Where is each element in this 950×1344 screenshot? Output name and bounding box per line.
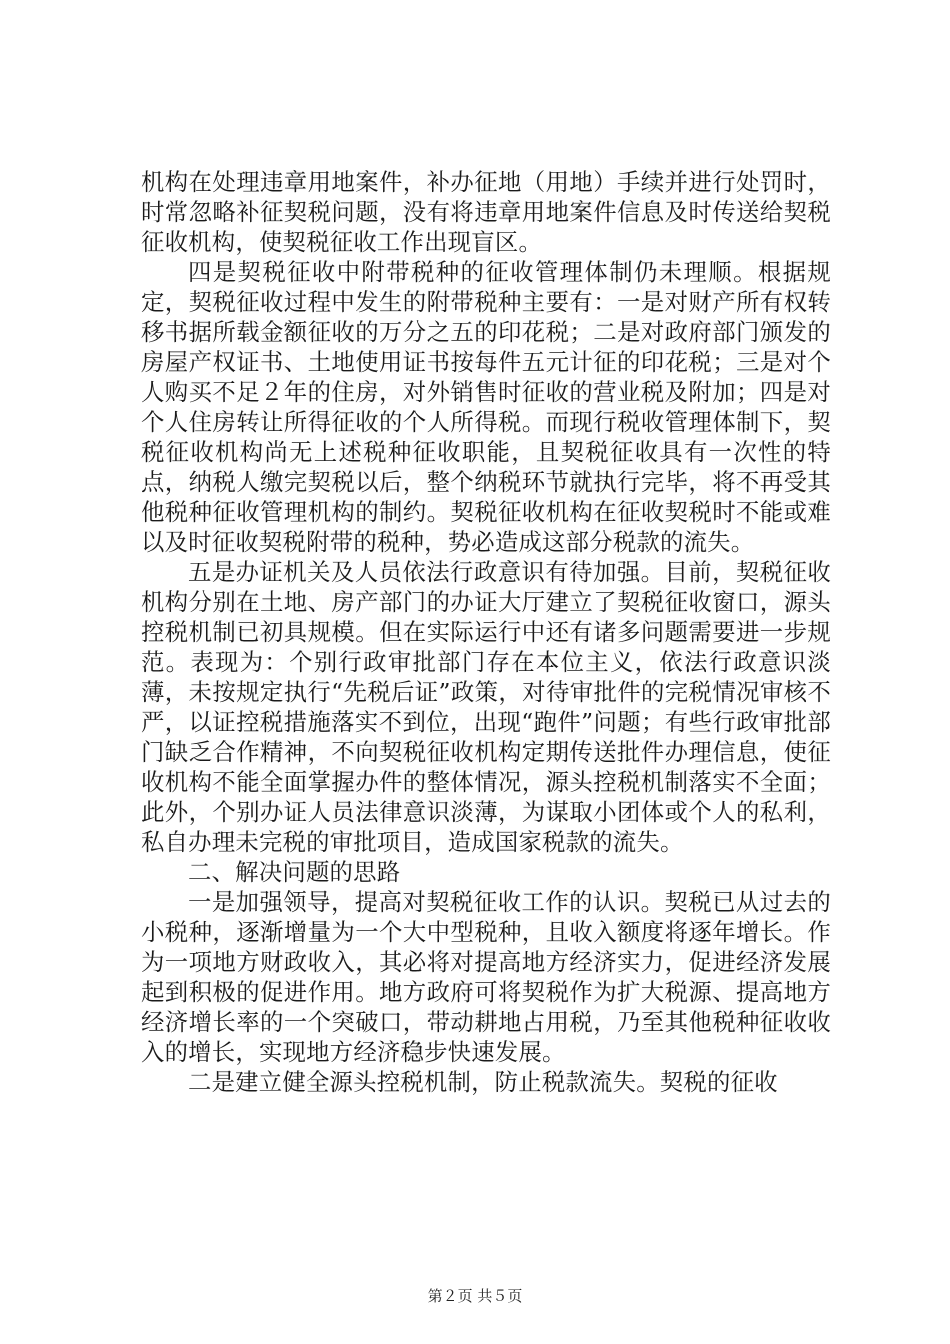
paragraph-item-four: 四是契税征收中附带税种的征收管理体制仍未理顺。根据规定，契税征收过程中发生的附带税种主要有：一是对财产所有权转移书据所载金额征收的万分之五的印花税；二是对政府部门颁发的房屋产权证书、土地使用证书按每件五元计征的印花税；三是对个人购买不足２年的住房，对外销售时征收的营业税及附加；四是对个人住房转让所得征收的个人所得税。而现行税收管理体制下，契税征收机构尚无上述税种征收职能，且契税征收具有一次性的特点，纳税人缴完契税以后，整个纳税环节就执行完毕，将不再受其他税种征收管理机构的制约。契税征收机构在征收契税时不能或难以及时征收契税附带的税种，势必造成这部分税款的流失。 xyxy=(141,258,831,556)
paragraph-solution-one: 一是加强领导，提高对契税征收工作的认识。契税已从过去的小税种，逐渐增量为一个大中型税种，且收入额度将逐年增长。作为一项地方财政收入，其必将对提高地方经济实力，促进经济发展起到积极的促进作用。地方政府可将契税作为扩大税源、提高地方经济增长率的一个突破口，带动耕地占用税，乃至其他税种征收收入的增长，实现地方经济稳步快速发展。 xyxy=(141,888,831,1066)
paragraph-solution-two: 二是建立健全源头控税机制，防止税款流失。契税的征收 xyxy=(188,1068,778,1096)
paragraph-continuation: 机构在处理违章用地案件，补办征地（用地）手续并进行处罚时，时常忽略补征契税问题，没有将违章用地案件信息及时传送给契税征收机构，使契税征收工作出现盲区。 xyxy=(141,168,831,256)
section-heading: 二、解决问题的思路 xyxy=(188,858,401,886)
page-footer: 第２页 共５页 xyxy=(427,1287,523,1305)
paragraph-item-five: 五是办证机关及人员依法行政意识有待加强。目前，契税征收机构分别在土地、房产部门的办证大厅建立了契税征收窗口，源头控税机制已初具规模。但在实际运行中还有诸多问题需要进一步规范。表现为：个别行政审批部门存在本位主义，依法行政意识淡薄，未按规定执行“先税后证”政策，对待审批件的完税情况审核不严，以证控税措施落实不到位，出现“跑件”问题；有些行政审批部门缺乏合作精神，不向契税征收机构定期传送批件办理信息，使征收机构不能全面掌握办件的整体情况，源头控税机制落实不全面；此外，个别办证人员法律意识淡薄，为谋取小团体或个人的私利，私自办理未完税的审批项目，造成国家税款的流失。 xyxy=(141,558,831,856)
document-body xyxy=(141,167,831,1097)
